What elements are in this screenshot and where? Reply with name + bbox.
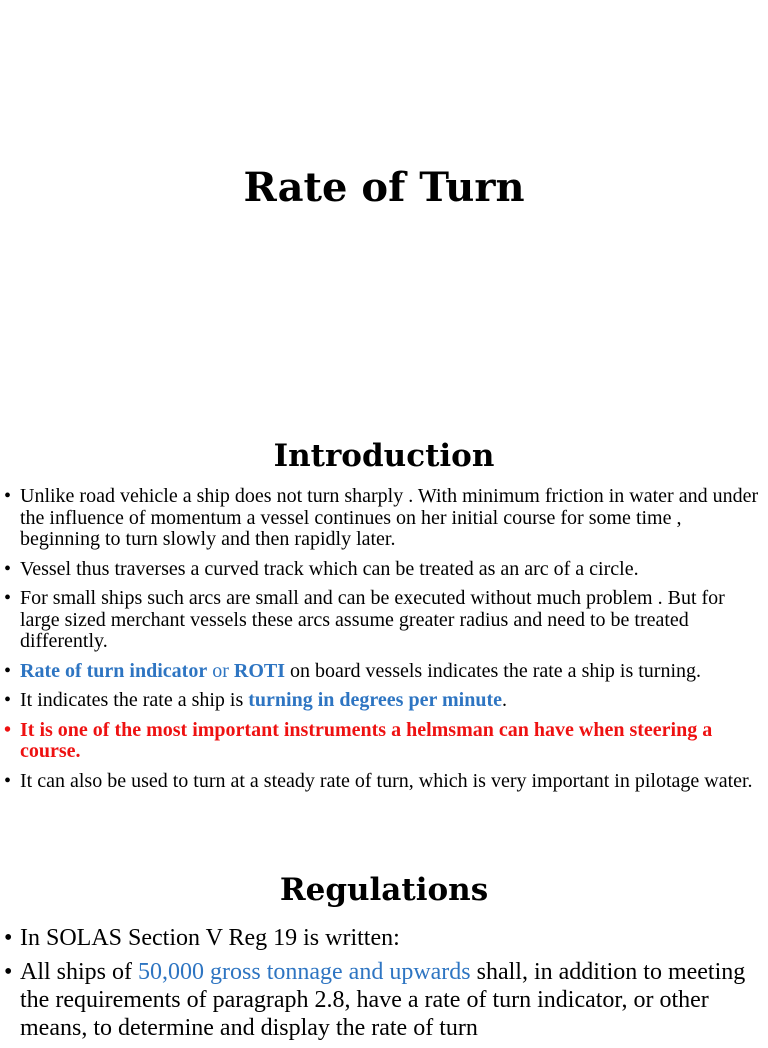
- bullet-text: It can also be used to turn at a steady rate of turn, which is very important in pilotage water.: [20, 769, 753, 792]
- highlight-text: turning in degrees per minute: [248, 689, 502, 711]
- bullet-text: shall, in addition to meeting the requirements of paragraph 2.8, have a rate of turn indicator, or other means, to determine and display the rate of turn: [20, 959, 746, 1041]
- list-item: [4, 771, 760, 793]
- highlight-text: ROTI: [233, 659, 285, 682]
- list-item: [4, 690, 760, 712]
- list-item: [4, 958, 760, 1042]
- bullet-text: on board vessels indicates the rate a ship is turning.: [285, 659, 702, 682]
- list-item: [4, 588, 760, 653]
- bullet-text: For small ships such arcs are small and can be executed without much problem . But for large sized merchant vessels these arcs assume greater radius and need to be treated differently.: [20, 587, 725, 652]
- bullet-text: Vessel thus traverses a curved track which can be treated as an arc of a circle.: [20, 557, 639, 580]
- list-item: [4, 661, 760, 683]
- highlight-text: 50,000 gross tonnage and upwards: [138, 959, 471, 985]
- bullet-text: It indicates the rate a ship is: [20, 689, 249, 711]
- regulations-heading: Regulations: [279, 872, 489, 908]
- list-item: [4, 486, 760, 551]
- list-item: [4, 559, 760, 581]
- page-title: Rate of Turn: [243, 164, 525, 211]
- highlight-text: Rate of turn indicator: [20, 659, 208, 682]
- bullet-text: .: [501, 689, 507, 711]
- connector-text: or: [207, 659, 234, 682]
- list-item: [4, 924, 760, 952]
- introduction-heading: Introduction: [273, 438, 495, 474]
- introduction-list: [4, 486, 760, 800]
- bullet-text: In SOLAS Section V Reg 19 is written:: [20, 925, 400, 951]
- list-item: [4, 720, 760, 763]
- warning-text: It is one of the most important instruments a helmsman can have when steering a course.: [20, 718, 713, 762]
- bullet-text: Unlike road vehicle a ship does not turn sharply . With minimum friction in water and under the influence of momentum a vessel continues on her initial course for some time , beginning to turn slowly and then rapidly later.: [20, 485, 759, 550]
- regulations-list: [4, 924, 760, 1048]
- bullet-text: All ships of: [20, 959, 139, 985]
